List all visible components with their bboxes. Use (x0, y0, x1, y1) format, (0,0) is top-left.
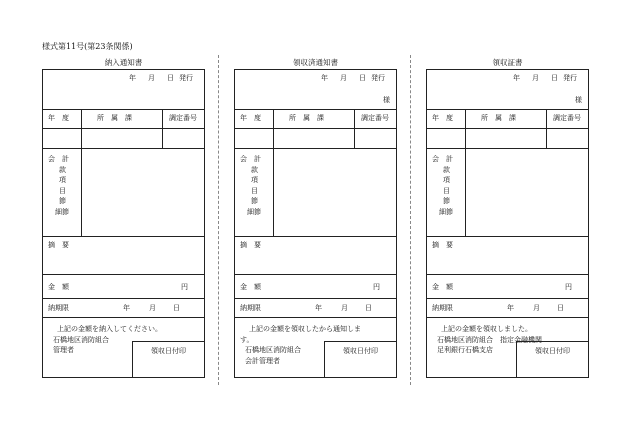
issue-section (43, 70, 204, 110)
table-header-row (427, 110, 588, 129)
table-header-row (235, 110, 396, 129)
department-header: 所 属 課 (97, 114, 132, 122)
issue-day: 日 (167, 74, 174, 82)
summary-label: 摘 要 (48, 241, 69, 249)
table-header-row (43, 110, 204, 129)
column-divider (273, 110, 274, 148)
message-line: 石橋地区消防組合 (53, 335, 109, 344)
issue-day: 日 (359, 74, 366, 82)
table-value-row (427, 129, 588, 149)
account-label: 会 計 (240, 155, 261, 163)
amount-section (43, 275, 204, 299)
department-header: 所 属 課 (289, 114, 324, 122)
receipt-notice-form (234, 55, 397, 376)
account-label: 目 (59, 186, 66, 195)
issue-year: 年 (321, 74, 328, 82)
amount-label: 金 額 (432, 283, 453, 291)
deadline-day: 日 (557, 304, 564, 312)
message-line: 上記の金額を領収しました。 (441, 325, 532, 333)
form-frame (42, 69, 205, 378)
receipt-stamp-box (516, 341, 588, 377)
deadline-month: 月 (533, 304, 540, 312)
account-label: 会 計 (432, 155, 453, 163)
column-divider (81, 110, 82, 148)
department-header: 所 属 課 (481, 114, 516, 122)
issue-month: 月 (148, 74, 155, 82)
account-section (235, 149, 396, 237)
issue-section (235, 70, 396, 110)
deadline-year: 年 (123, 304, 130, 312)
account-label: 細節 (439, 207, 453, 216)
fiscal-year-header: 年 度 (48, 114, 69, 122)
yen-unit: 円 (565, 283, 572, 291)
cut-line (410, 55, 411, 385)
issue-label: 発行 (179, 74, 193, 82)
message-line: 足利銀行石橋支店 (437, 346, 493, 354)
summary-section (427, 237, 588, 275)
form-title: 納入通知書 (104, 58, 143, 67)
deadline-year: 年 (507, 304, 514, 312)
deadline-label: 納期限 (432, 304, 453, 312)
message-line: 上記の金額を納入してください。 (57, 325, 162, 333)
message-line: 会計管理者 (245, 356, 280, 365)
account-label: 款 (443, 165, 450, 174)
column-divider (81, 149, 82, 236)
account-section (43, 149, 204, 237)
message-line: 石橋地区消防組合 指定金融機関 (437, 335, 542, 344)
table-value-row (43, 129, 204, 149)
deadline-month: 月 (149, 304, 156, 312)
column-divider (273, 149, 274, 236)
column-divider (354, 110, 355, 148)
summary-section (43, 237, 204, 275)
account-label: 細節 (55, 207, 69, 216)
form-frame (426, 69, 589, 378)
account-label: 節 (59, 197, 66, 205)
account-labels (240, 154, 261, 217)
deadline-day: 日 (365, 304, 372, 312)
deadline-section (43, 299, 204, 318)
deadline-month: 月 (341, 304, 348, 312)
yen-unit: 円 (373, 283, 380, 291)
account-labels (48, 154, 69, 217)
addressee-suffix: 様 (575, 96, 582, 104)
fiscal-year-header: 年 度 (432, 114, 453, 122)
account-label: 項 (59, 176, 66, 184)
message-line: 石橋地区消防組合 (245, 346, 301, 354)
issue-label: 発行 (563, 74, 577, 82)
receipt-stamp-box (132, 341, 204, 377)
yen-unit: 円 (181, 283, 188, 291)
message-line: 上記の金額を領収したから通知しま (249, 325, 361, 333)
deadline-year: 年 (315, 304, 322, 312)
account-label: 目 (443, 186, 450, 195)
issue-label: 発行 (371, 74, 385, 82)
amount-label: 金 額 (240, 283, 261, 291)
issue-section (427, 70, 588, 110)
issue-month: 月 (340, 74, 347, 82)
addressee-suffix: 様 (383, 96, 390, 104)
table-value-row (235, 129, 396, 149)
issue-year: 年 (513, 74, 520, 82)
account-label: 会 計 (48, 155, 69, 163)
message-line: す。 (240, 335, 254, 344)
account-section (427, 149, 588, 237)
message-line: 管理者 (53, 346, 74, 354)
account-label: 項 (251, 176, 258, 184)
account-label: 款 (251, 165, 258, 174)
receipt-certificate-form (426, 55, 589, 376)
form-title: 領収証書 (492, 58, 523, 67)
column-divider (465, 110, 466, 148)
deadline-day: 日 (173, 304, 180, 312)
form-number-header: 様式第11号(第23条関係) (42, 42, 133, 51)
fiscal-year-header: 年 度 (240, 114, 261, 122)
summary-section (235, 237, 396, 275)
account-label: 節 (443, 197, 450, 205)
column-divider (162, 110, 163, 148)
deadline-section (427, 299, 588, 318)
payment-notice-form (42, 55, 205, 376)
summary-label: 摘 要 (240, 241, 261, 249)
deadline-label: 納期限 (48, 304, 69, 312)
form-frame (234, 69, 397, 378)
deadline-label: 納期限 (240, 304, 261, 312)
column-divider (465, 149, 466, 236)
amount-label: 金 額 (48, 283, 69, 291)
issue-year: 年 (129, 74, 136, 82)
amount-section (427, 275, 588, 299)
assessment-number-header: 調定番号 (553, 114, 581, 122)
account-labels (432, 154, 453, 217)
cut-line (218, 55, 219, 385)
form-title: 領収済通知書 (293, 58, 338, 67)
account-label: 節 (251, 197, 258, 205)
assessment-number-header: 調定番号 (169, 114, 197, 122)
issue-month: 月 (532, 74, 539, 82)
stamp-label: 領収日付印 (343, 347, 378, 355)
account-label: 目 (251, 186, 258, 195)
account-label: 款 (59, 165, 66, 174)
column-divider (546, 110, 547, 148)
amount-section (235, 275, 396, 299)
summary-label: 摘 要 (432, 241, 453, 249)
stamp-label: 領収日付印 (535, 347, 570, 355)
stamp-label: 領収日付印 (151, 347, 186, 355)
assessment-number-header: 調定番号 (361, 114, 389, 122)
issue-day: 日 (551, 74, 558, 82)
account-label: 項 (443, 176, 450, 184)
deadline-section (235, 299, 396, 318)
account-label: 細節 (247, 207, 261, 216)
receipt-stamp-box (324, 341, 396, 377)
